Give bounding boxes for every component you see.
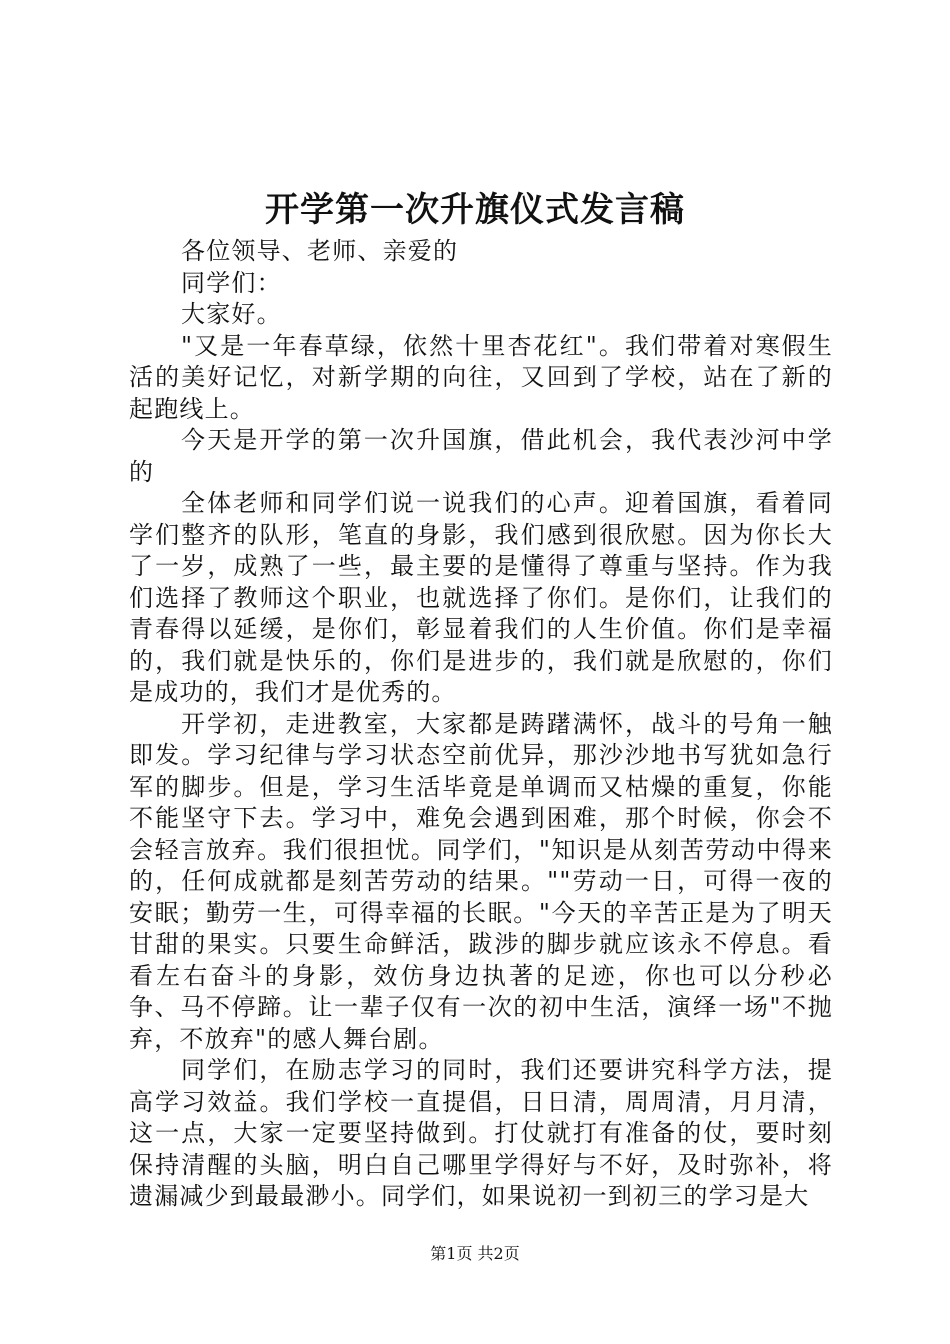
paragraph-teachers-voice: 全体老师和同学们说一说我们的心声。迎着国旗，看着同学们整齐的队形，笔直的身影，我们感到很欣慰。因为你长大了一岁，成熟了一些，最主要的是懂得了尊重与坚持。作为我们选择了教师这个职业，也就选择了你们。是你们，让我们的青春得以延缓，是你们，彰显着我们的人生价值。你们是幸福的，我们就是快乐的，你们是进步的，我们就是欣慰的，你们是成功的，我们才是优秀的。 <box>129 489 833 706</box>
paragraph-study-methods: 同学们，在励志学习的同时，我们还要讲究科学方法，提高学习效益。我们学校一直提倡，日日清，周周清，月月清，这一点，大家一定要坚持做到。打仗就打有准备的仗，要时刻保持清醒的头脑，明白自己哪里学得好与不好，及时弥补，将遗漏减少到最最渺小。同学们，如果说初一到初三的学习是大 <box>129 1056 833 1210</box>
paragraph-salutation-1: 各位领导、老师、亲爱的 <box>181 237 459 265</box>
document-body <box>129 236 833 1213</box>
paragraph-greeting: 大家好。 <box>181 300 282 328</box>
paragraph-opening: "又是一年春草绿，依然十里杏花红"。我们带着对寒假生活的美好记忆，对新学期的向往，又回到了学校，站在了新的起跑线上。 <box>129 331 833 423</box>
paragraph-occasion: 今天是开学的第一次升国旗，借此机会，我代表沙河中学的 <box>129 426 833 486</box>
page-number-footer: 第1页 共2页 <box>430 1244 520 1263</box>
document-title: 开学第一次升旗仪式发言稿 <box>265 190 685 230</box>
paragraph-perseverance: 开学初，走进教室，大家都是踌躇满怀，战斗的号角一触即发。学习纪律与学习状态空前优异，那沙沙地书写犹如急行军的脚步。但是，学习生活毕竟是单调而又枯燥的重复，你能不能坚守下去。学习中，难免会遇到困难，那个时候，你会不会轻言放弃。我们很担忧。同学们，"知识是从刻苦劳动中得来的，任何成就都是刻苦劳动的结果。""劳动一日，可得一夜的安眠；勤劳一生，可得幸福的长眠。"今天的辛苦正是为了明天甘甜的果实。只要生命鲜活，跋涉的脚步就应该永不停息。看看左右奋斗的身影，效仿身边执著的足迹，你也可以分秒必争、马不停蹄。让一辈子仅有一次的初中生活，演绎一场"不抛弃，不放弃"的感人舞台剧。 <box>129 709 833 1053</box>
paragraph-salutation-2: 同学们： <box>181 268 282 297</box>
